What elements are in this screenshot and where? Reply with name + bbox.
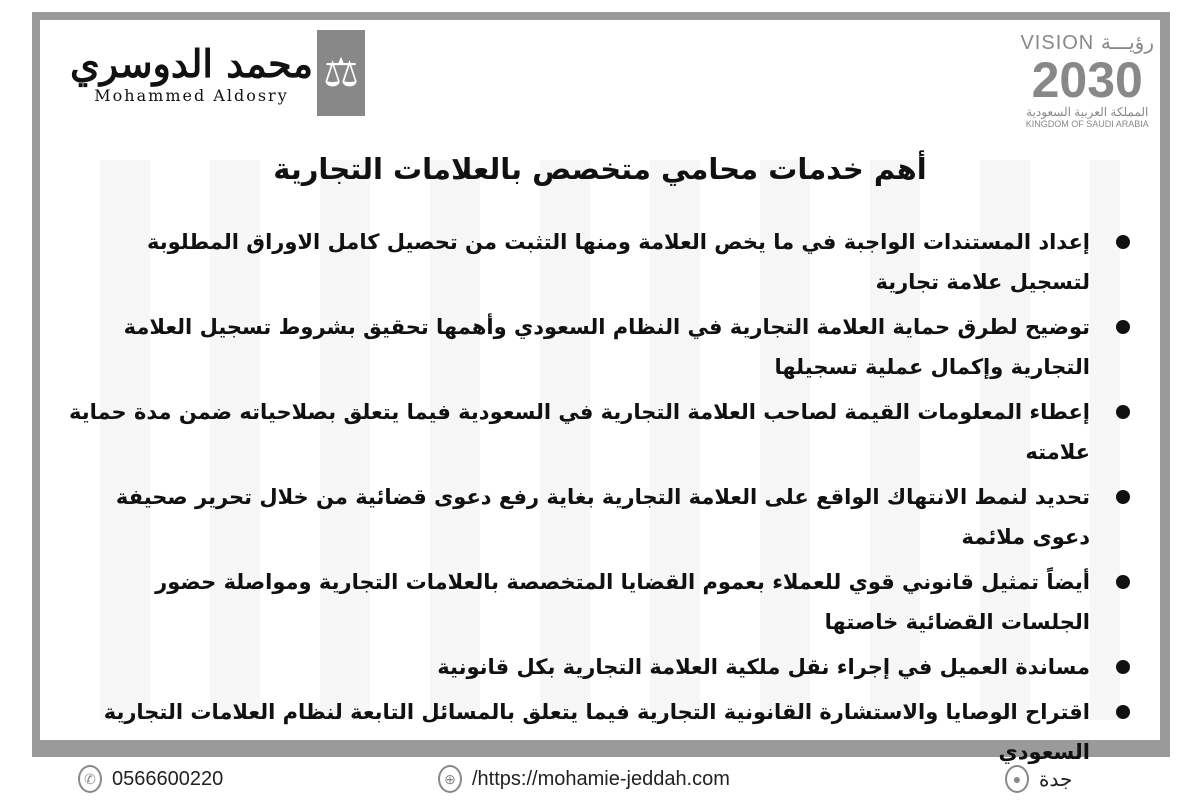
vision-english: KINGDOM OF SAUDI ARABIA — [1025, 119, 1149, 129]
city-name: جدة — [1039, 768, 1073, 791]
location-pin-icon: ● — [1005, 765, 1029, 793]
phone-number: 0566600220 — [112, 767, 224, 790]
website-url[interactable]: /https://mohamie-jeddah.com — [472, 767, 730, 790]
firm-logo — [70, 30, 365, 116]
scales-of-justice-icon: ⚖ — [317, 30, 365, 116]
globe-icon: ⊕ — [438, 765, 462, 793]
services-list — [60, 222, 1130, 777]
vision-label: VISION رؤيـــة — [1020, 32, 1154, 54]
list-item: أيضاً تمثيل قانوني قوي للعملاء بعموم القضايا المتخصصة بالعلامات التجارية ومواصلة حضور الجلسات القضائية خاصتها — [60, 562, 1130, 642]
vision-arabic: المملكة العربية السعودية — [1026, 105, 1149, 119]
phone-contact — [78, 765, 223, 793]
list-item: تحديد لنمط الانتهاك الواقع على العلامة التجارية بغاية رفع دعوى قضائية من خلال تحرير صحيفة دعوى ملائمة — [60, 477, 1130, 557]
page-title: أهم خدمات محامي متخصص بالعلامات التجارية — [273, 152, 927, 186]
location-contact — [1005, 765, 1072, 793]
logo-english: Mohammed Aldosry — [94, 86, 289, 105]
list-item: مساندة العميل في إجراء نقل ملكية العلامة التجارية بكل قانونية — [60, 647, 1130, 687]
website-contact — [438, 765, 730, 793]
list-item: اقتراح الوصايا والاستشارة القانونية التجارية فيما يتعلق بالمسائل التابعة لنظام العلامات التجارية السعودي — [60, 692, 1130, 772]
list-item: إعطاء المعلومات القيمة لصاحب العلامة التجارية في السعودية فيما يتعلق بصلاحياته ضمن مدة حماية علامته — [60, 392, 1130, 472]
logo-arabic: محمد الدوسري — [70, 41, 314, 86]
list-item: إعداد المستندات الواجبة في ما يخص العلامة ومنها التثبت من تحصيل كامل الاوراق المطلوبة لتسجيل علامة تجارية — [60, 222, 1130, 302]
whatsapp-icon: ✆ — [78, 765, 102, 793]
list-item: توضيح لطرق حماية العلامة التجارية في النظام السعودي وأهمها تحقيق بشروط تسجيل العلامة التجارية وإكمال عملية تسجيلها — [60, 307, 1130, 387]
vision-2030-logo — [1020, 30, 1154, 129]
footer — [0, 765, 1200, 795]
vision-year: 2030 — [1031, 52, 1143, 108]
